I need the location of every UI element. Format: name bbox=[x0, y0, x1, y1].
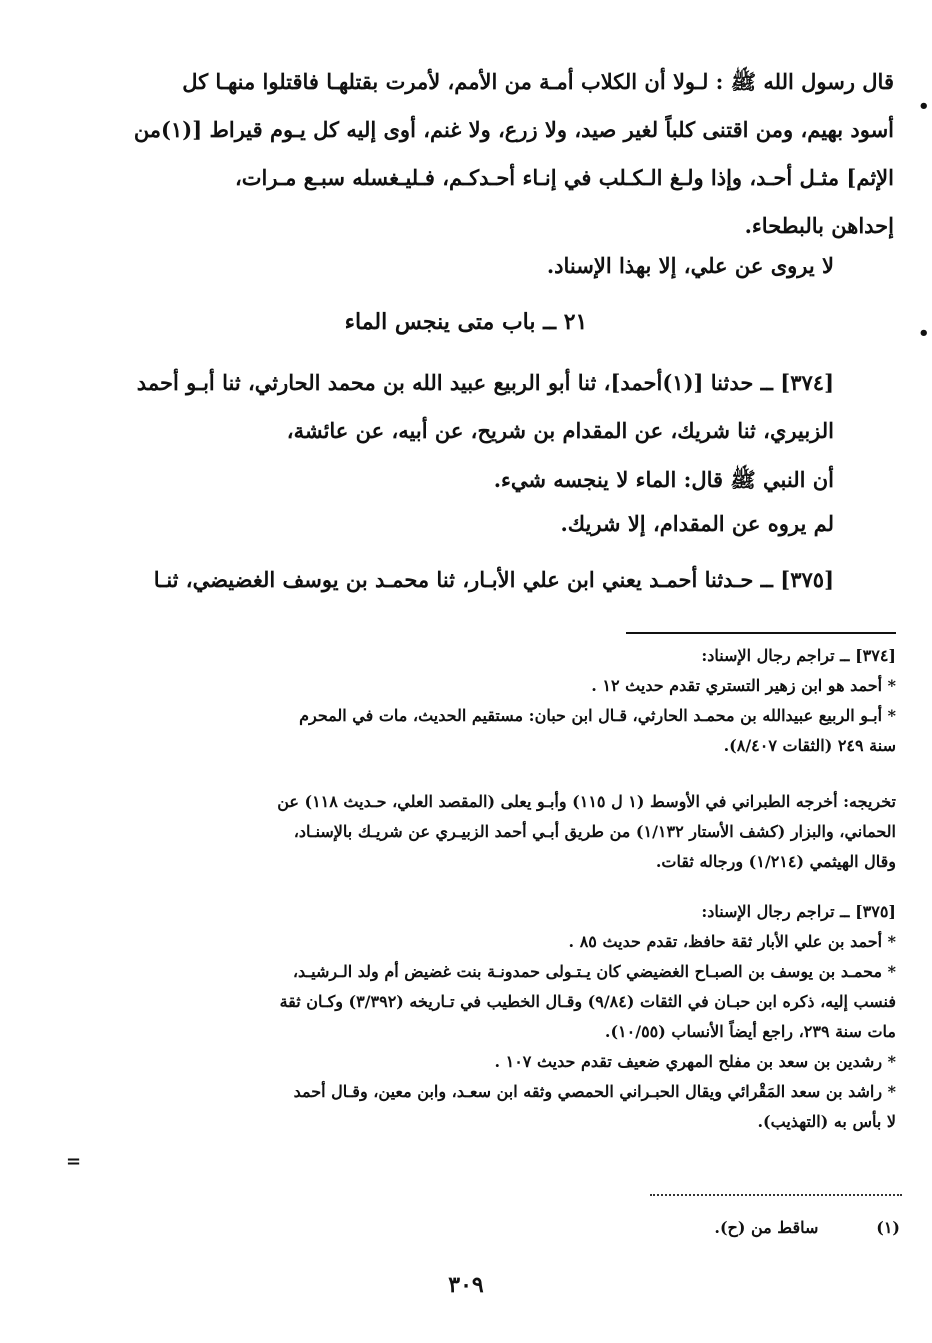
footnote-line: * أحمد بن علي الأبار ثقة حافظ، تقدم حديث ٨٥ . bbox=[568, 932, 896, 951]
isnad-remark-1 bbox=[78, 242, 834, 290]
text-line: الزبيري، ثنا شريك، عن المقدام بن شريح، عن أبيه، عن عائشة، bbox=[286, 418, 834, 443]
footnote-line: تخريجه: أخرجه الطبراني في الأوسط (١ ل ١١٥) وأبـو يعلى (المقصد العلي، حـديث ١١٨) عن bbox=[277, 792, 896, 811]
chapter-heading: ٢١ ــ باب متى ينجس الماء bbox=[344, 309, 588, 335]
footnote-374-takhrij bbox=[86, 787, 896, 877]
margin-mark: • bbox=[918, 323, 930, 344]
hadith-374-matn bbox=[78, 456, 834, 504]
text-line: أسود بهيم، ومن اقتنى كلباً لغير صيد، ولا زرع، ولا غنم، أوى إليه كل يـوم قيراط [(١)من bbox=[133, 117, 894, 142]
footnote-heading: [٣٧٥] ــ تراجم رجال الإسناد: bbox=[701, 902, 896, 921]
footnote-heading: [٣٧٤] ــ تراجم رجال الإسناد: bbox=[701, 646, 896, 665]
footnote-line: لا بأس به (التهذيب). bbox=[757, 1112, 896, 1131]
continuation-mark: = bbox=[66, 1151, 82, 1172]
footnote-line: مات سنة ٢٣٩، راجع أيضاً الأنساب (١٠/٥٥). bbox=[604, 1022, 896, 1041]
dotted-separator bbox=[650, 1194, 902, 1196]
text-line: أن النبي ﷺ قال: الماء لا ينجسه شيء. bbox=[493, 467, 834, 492]
text-line: إحداهن بالبطحاء. bbox=[744, 213, 894, 238]
footnote-separator bbox=[626, 632, 896, 634]
text-line: لا يروى عن علي، إلا بهذا الإسناد. bbox=[546, 253, 834, 278]
text-line: الإثم] مثـل أحـد، وإذا ولـغ الـكـلب في إنـاء أحـدكـم، فـليـغسله سبـع مـرات، bbox=[234, 165, 894, 190]
editor-note bbox=[600, 1213, 900, 1243]
page-number: ٣٠٩ bbox=[448, 1272, 484, 1298]
text-line: [٣٧٤] ــ حدثنا [(١)أحمد]، ثنا أبو الربيع عبيد الله بن محمد الحارثي، ثنا أبـو أحمد bbox=[136, 370, 834, 395]
note-text: ساقط من (ح). bbox=[714, 1218, 819, 1237]
footnote-line: سنة ٢٤٩ (الثقات ٨/٤٠٧). bbox=[723, 736, 896, 755]
footnote-line: فنسب إليه، ذكره ابن حبـان في الثقات (٩/٨٤) وقـال الخطيب في تـاريخه (٣/٣٩٢) وكـان ثقة bbox=[279, 992, 896, 1011]
text-line: قال رسول الله ﷺ : لـولا أن الكلاب أمـة من الأمم، لأمرت بقتلهـا فاقتلوا منهـا كل bbox=[182, 69, 894, 94]
footnote-line: * أحمد هو ابن زهير التستري تقدم حديث ١٢ . bbox=[591, 676, 896, 695]
footnote-line: * محمـد بن يوسف بن الصبـاح الغضيضي كان يـتـولى حمدونـة بنت غضيض أم ولد الـرشيـد، bbox=[292, 962, 896, 981]
footnote-line: الحماني، والبزار (كشف الأستار ١/١٣٢) من طريق أبـي أحمد الزبيـري عن شريـك بالإسنـاد، bbox=[293, 822, 896, 841]
isnad-remark-2 bbox=[78, 500, 834, 548]
footnote-line: * أبـو الربيع عبيدالله بن محمـد الحارثي، قـال ابن حبان: مستقيم الحديث، مات في المحرم bbox=[299, 706, 896, 725]
margin-mark: • bbox=[918, 96, 930, 117]
hadith-paragraph-1 bbox=[78, 58, 894, 250]
footnote-line: * راشد بن سعد المَقْرائي ويقال الحبـراني الحمصي وثقه ابن سعـد، وابن معين، وقـال أحمد bbox=[293, 1082, 896, 1101]
text-line: [٣٧٥] ــ حـدثنا أحمـد يعني ابن علي الأبـار، ثنا محمـد بن يوسف الغضيضي، ثنـا bbox=[153, 567, 834, 592]
footnote-375-narrators bbox=[86, 897, 896, 1137]
text-line: لم يروه عن المقدام، إلا شريك. bbox=[560, 511, 834, 536]
hadith-374-isnad bbox=[78, 359, 834, 455]
note-number: (١) bbox=[876, 1218, 900, 1237]
footnote-line: وقال الهيثمي (١/٢١٤) ورجاله ثقات. bbox=[655, 852, 896, 871]
footnote-line: * رشدين بن سعد بن مفلح المهري ضعيف تقدم حديث ١٠٧ . bbox=[494, 1052, 896, 1071]
footnote-374-narrators bbox=[86, 641, 896, 761]
hadith-375-isnad bbox=[78, 556, 834, 604]
